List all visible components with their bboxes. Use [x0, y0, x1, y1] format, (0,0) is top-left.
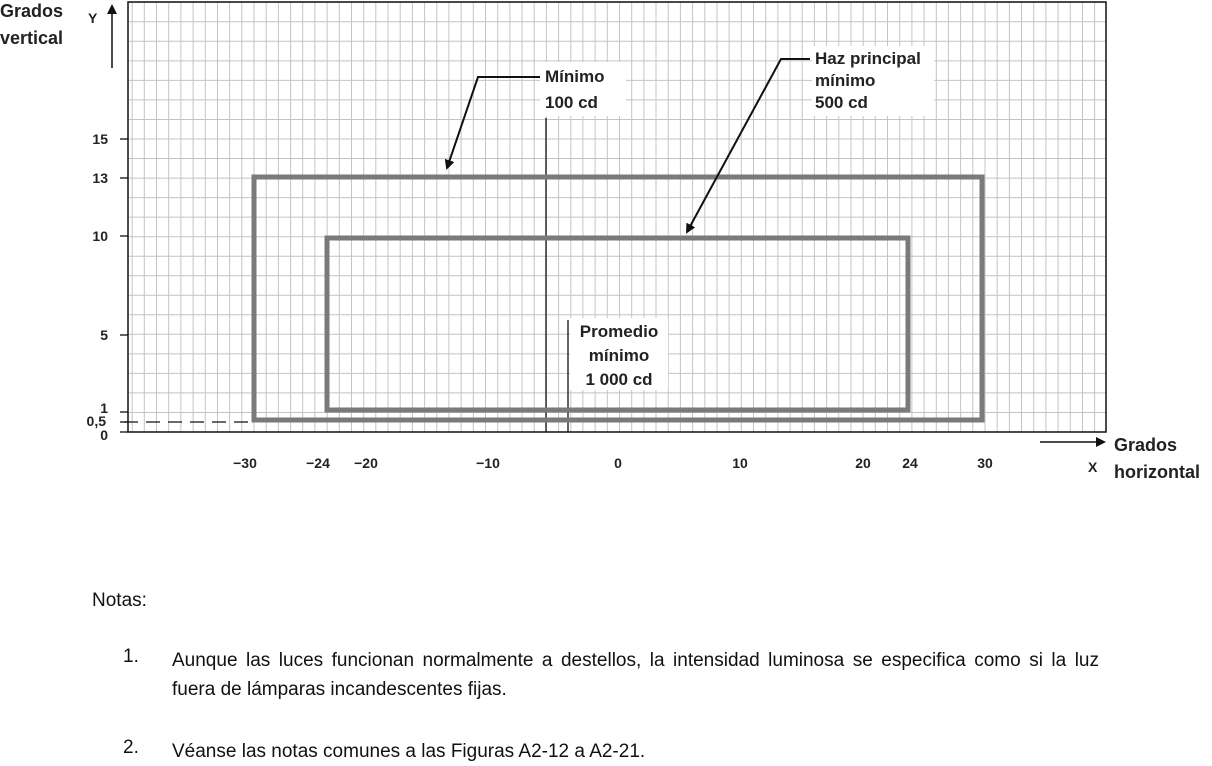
y-axis-title-line1: Grados [0, 1, 64, 21]
promedio-label-line2: mínimo [588, 346, 650, 365]
x-tick-minus20: −20 [354, 455, 378, 471]
note-2-text: Véanse las notas comunes a las Figuras A2-12 a A2-21. [172, 741, 646, 762]
promedio-label-line1: Promedio [579, 322, 659, 341]
y-tick-13: 13 [92, 170, 108, 186]
x-tick-minus30: −30 [233, 455, 257, 471]
y-tick-10: 10 [92, 228, 108, 244]
y-tick-0-5: 0,5 [86, 413, 106, 429]
x-tick-20: 20 [855, 455, 871, 471]
x-tick-minus10: −10 [476, 455, 500, 471]
x-tick-30: 30 [977, 455, 993, 471]
y-tick-1: 1 [100, 400, 108, 416]
haz-label-line1: Haz principal [815, 49, 921, 68]
haz-label-line3: 500 cd [815, 93, 868, 112]
note-1-number: 1. [123, 646, 139, 667]
minimo-label-line2: 100 cd [545, 93, 598, 112]
haz-leader-line [687, 59, 810, 232]
y-axis-title-line2: vertical [0, 28, 64, 48]
x-axis-title-line1: Grados [1114, 435, 1178, 455]
x-tick-10: 10 [732, 455, 748, 471]
x-axis-title-line2: horizontal [1114, 462, 1200, 482]
x-tick-0: 0 [614, 455, 622, 471]
y-tick-0: 0 [100, 427, 108, 443]
x-axis-letter: X [1088, 459, 1098, 475]
note-2-number: 2. [123, 737, 139, 758]
haz-label-line2: mínimo [815, 71, 876, 90]
promedio-label-line3: 1 000 cd [585, 370, 653, 389]
y-tick-15: 15 [92, 131, 108, 147]
x-tick-24: 24 [902, 455, 918, 471]
note-1-text: Aunque las luces funcionan normalmente a destellos, la intensidad luminosa se especifica como si la luz fuera de lámparas incandescentes fijas. [172, 650, 1099, 700]
x-tick-minus24: −24 [306, 455, 330, 471]
minimo-label-line1: Mínimo [545, 67, 605, 86]
notes-title: Notas: [92, 590, 147, 611]
y-tick-5: 5 [100, 327, 108, 343]
y-axis-letter: Y [88, 10, 98, 26]
y-tick-marks [120, 139, 128, 432]
